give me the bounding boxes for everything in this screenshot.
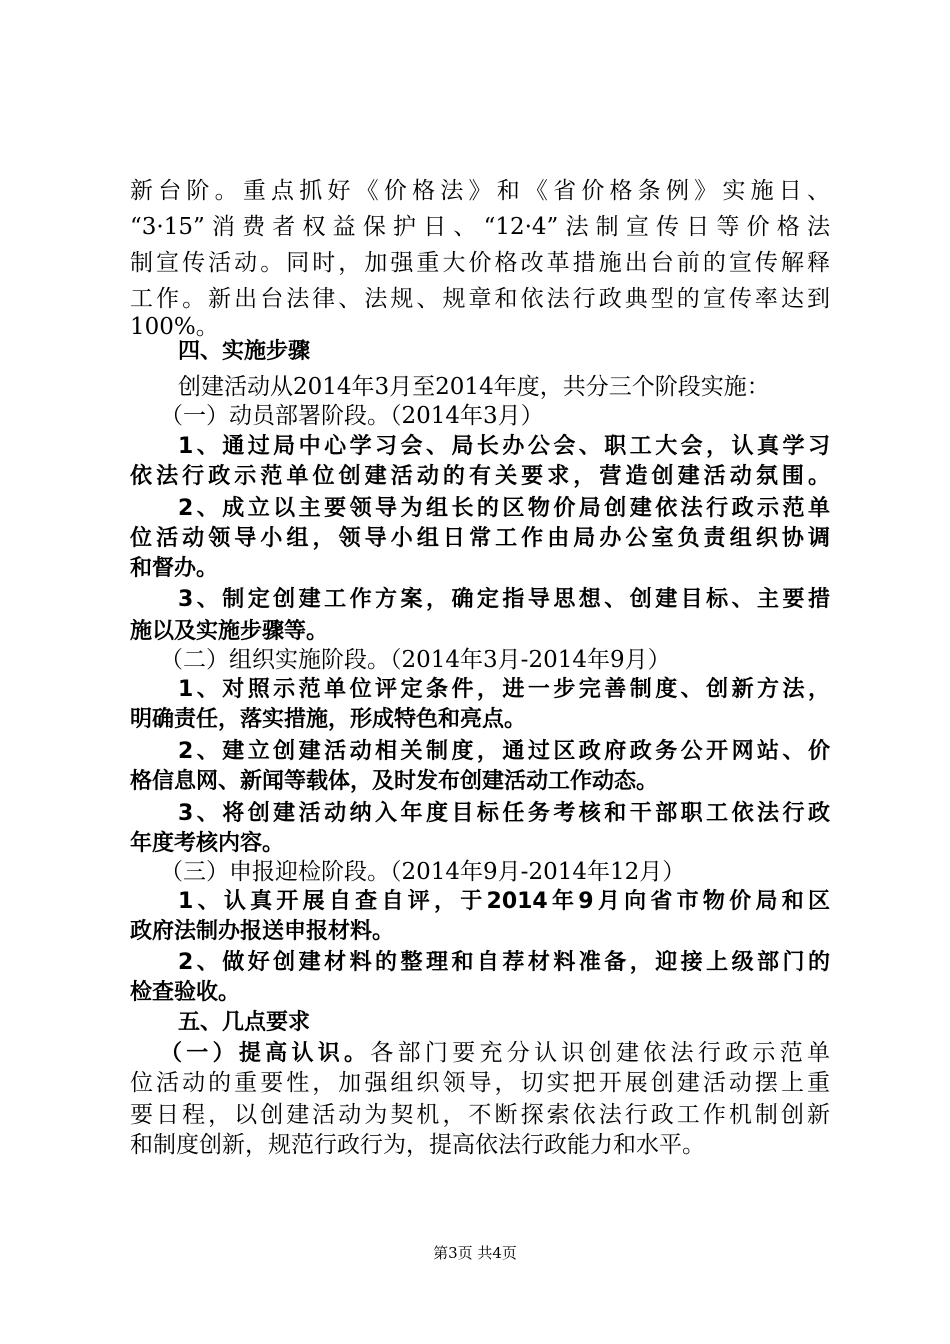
requirement-line: 位活动的重要性，加强组织领导，切实把开展创建活动摆上重 <box>130 1070 830 1096</box>
section-heading: 四、实施步骤 <box>178 339 311 364</box>
stage-heading: （三）申报迎检阶段。（2014年9月-2014年12月） <box>160 859 686 885</box>
list-item-line: 2、建立创建活动相关制度，通过区政府政务公开网站、价 <box>178 739 830 764</box>
page-footer: 第3页 共4页 <box>433 1244 517 1262</box>
list-item-line: 施以及实施步骤等。 <box>130 619 329 644</box>
list-item-line: 明确责任，落实措施，形成特色和亮点。 <box>130 707 527 732</box>
list-item-line: 政府法制办报送申报材料。 <box>130 919 395 944</box>
list-item-line: 位活动领导小组，领导小组日常工作由局办公室负责组织协调 <box>130 526 830 551</box>
list-item-line: 2、成立以主要领导为组长的区物价局创建依法行政示范单 <box>178 496 830 521</box>
section-heading: 五、几点要求 <box>178 1010 311 1035</box>
list-item-line: 3、制定创建工作方案，确定指导思想、创建目标、主要措 <box>178 587 830 612</box>
list-item-line: 依法行政示范单位创建活动的有关要求，营造创建活动氛围。 <box>130 464 830 489</box>
list-item-line: 和督办。 <box>130 556 219 581</box>
section-intro: 创建活动从2014年3月至2014年度，共分三个阶段实施： <box>178 374 770 400</box>
paragraph-line: “3·15”消费者权益保护日、“12·4”法制宣传日等价格法 <box>130 214 830 240</box>
requirement-line <box>160 1038 830 1068</box>
stage-heading: （一）动员部署阶段。（2014年3月） <box>160 403 544 429</box>
requirement-line: 和制度创新，规范行政行为，提高依法行政能力和水平。 <box>130 1132 705 1158</box>
list-item-line: 格信息网、新闻等载体，及时发布创建活动工作动态。 <box>130 769 659 794</box>
list-item-line: 1、通过局中心学习会、局长办公会、职工大会，认真学习 <box>178 434 830 459</box>
list-item-line: 年度考核内容。 <box>130 831 285 856</box>
list-item-line: 2、做好创建材料的整理和自荐材料准备，迎接上级部门的 <box>178 950 830 975</box>
requirement-lead: （一）提高认识。 <box>160 1041 371 1066</box>
paragraph-line: 工作。新出台法律、法规、规章和依法行政典型的宣传率达到 <box>130 286 830 312</box>
paragraph-line: 100%。 <box>130 314 219 340</box>
requirement-text: 各部门要充分认识创建依法行政示范单 <box>370 1040 830 1066</box>
list-item-line: 1、认真开展自查自评，于2014年9月向省市物价局和区 <box>178 889 830 914</box>
list-item-line: 3、将创建活动纳入年度目标任务考核和干部职工依法行政 <box>178 801 830 826</box>
list-item-line: 1、对照示范单位评定条件，进一步完善制度、创新方法， <box>178 677 830 702</box>
stage-heading: （二）组织实施阶段。（2014年3月-2014年9月） <box>160 647 671 673</box>
list-item-line: 检查验收。 <box>130 980 241 1005</box>
paragraph-line: 制宣传活动。同时，加强重大价格改革措施出台前的宣传解释 <box>130 250 830 276</box>
requirement-line: 要日程，以创建活动为契机，不断探索依法行政工作机制创新 <box>130 1102 830 1128</box>
paragraph-line: 新台阶。重点抓好《价格法》和《省价格条例》实施日、 <box>130 178 830 204</box>
